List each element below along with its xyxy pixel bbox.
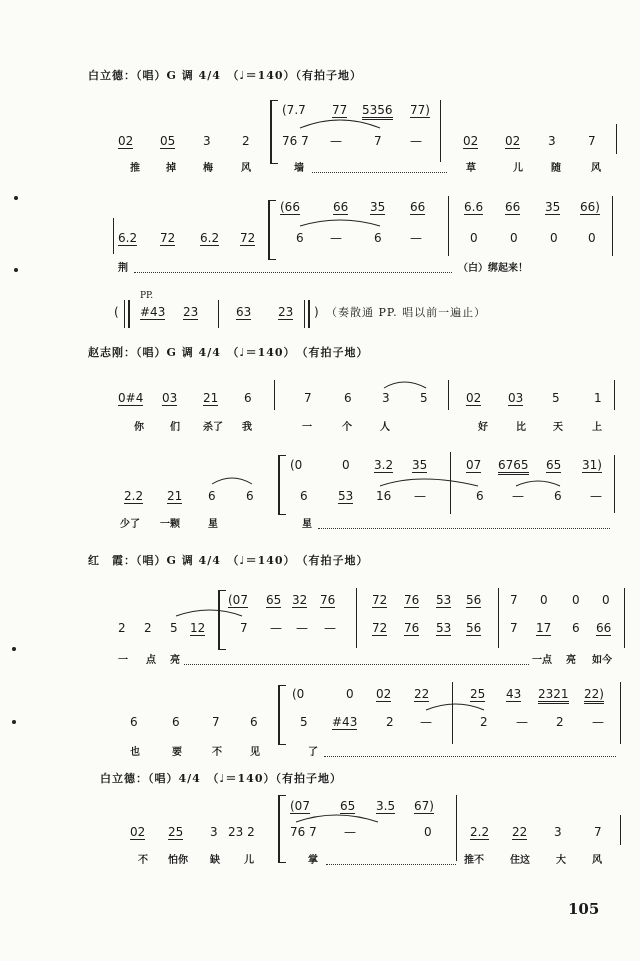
upper-note: 65 [340,799,356,813]
slur [384,382,426,388]
note: 7 [588,134,596,148]
upper-note: 65 [266,593,282,607]
note: 02 [466,391,482,405]
lyric: 一点 [532,655,552,666]
lyric: 荆 [118,263,128,274]
note: 5 [420,391,428,405]
note: 17 [536,621,552,635]
cue-text: （白）绑起来！ [458,263,528,274]
note: 02 [118,134,134,148]
lyric: 推 [130,163,140,174]
note: 76 7 [290,825,317,839]
upper-note: 22 [414,687,430,701]
note: 12 [190,621,206,635]
upper-note: 0 [602,593,610,607]
note: 3 [210,825,218,839]
slur [300,220,380,226]
upper-note: 56 [466,593,482,607]
note-dash: — [296,621,308,635]
lyric: 了 [308,747,318,758]
note: 0#4 [118,391,144,405]
lyric: 天 [553,422,563,433]
note: 02 [463,134,479,148]
note-dash: — [512,489,524,503]
lyric: 亮 [566,655,576,666]
note-dash: — [330,134,342,148]
lyric: 要 [172,747,182,758]
note: 2 [556,715,564,729]
upper-note: 76 [320,593,336,607]
upper-note: (0 [292,687,305,701]
note: 2 [480,715,488,729]
note: 3 [203,134,211,148]
note: 6 [344,391,352,405]
upper-note: 22) [584,688,604,704]
note: 21 [203,391,219,405]
slur [380,479,478,486]
note-dash: — [330,231,342,245]
note-dash: — [270,621,282,635]
note: 7 [240,621,248,635]
note: 7 [374,134,382,148]
note-dash: — [420,715,432,729]
lyric: 风 [592,855,602,866]
header-s5: 红 霞：（唱）G 调 4/4 （♩＝140） （有拍子地） [88,554,369,567]
upper-note: 66) [580,200,600,214]
dynamic-marking: PP. [140,291,154,301]
lyric: 亮 [170,655,180,666]
note-dash: — [590,489,602,503]
page-number: 105 [568,900,600,918]
upper-note: 67) [414,799,434,813]
lyric: 见 [250,747,260,758]
lyric: 一颗 [160,519,180,530]
upper-note: 35 [412,458,428,472]
upper-note: 0 [346,687,354,701]
note: 66 [596,621,612,635]
note: 6 [244,391,252,405]
slur [212,478,252,484]
note-dash: — [410,231,422,245]
upper-note: 77 [332,103,348,117]
note: 72 [372,621,388,635]
note: 6 [374,231,382,245]
header-s7: 白立德：（唱）4/4 （♩＝140）（有拍子地） [100,772,342,785]
lyric: 一 [302,422,312,433]
note: 5 [552,391,560,405]
lyric: 大 [556,855,566,866]
note: 72 [160,231,176,245]
repeat-note: （奏散通 PP. 唱以前一遍止） [326,306,487,319]
note-dash: — [414,489,426,503]
note: 6 [300,489,308,503]
note: 5 [300,715,308,729]
note: 6.2 [118,231,138,245]
lyric: 缺 [210,855,220,866]
lyric: 星 [208,519,218,530]
upper-note: 6765 [498,459,529,475]
note-dash: — [516,715,528,729]
note-dash: — [410,134,422,148]
upper-note: 3.2 [374,458,394,472]
lyric: 星 [302,519,312,530]
note: 2.2 [124,489,144,503]
lyric: 推不 [464,855,484,866]
upper-note: 66 [505,200,521,214]
note: 0 [588,231,596,245]
lyric: 好 [478,422,488,433]
slur [426,704,484,710]
lyric: 风 [591,163,601,174]
upper-note: 0 [342,458,350,472]
upper-note: 0 [572,593,580,607]
note: 23 [278,305,294,319]
note: 6 [554,489,562,503]
upper-note: 77) [410,103,430,117]
lyric: 梅 [203,163,213,174]
note: 2 [118,621,126,635]
upper-note: 5356 [362,104,393,120]
note: 2 [144,621,152,635]
note: 05 [160,134,176,148]
upper-note: (66 [280,200,300,214]
upper-note: 02 [376,687,392,701]
upper-note: 3.5 [376,799,396,813]
lyric: 也 [130,747,140,758]
slur [300,120,380,128]
header-s1: 白立德：（唱）G 调 4/4 （♩＝140）（有拍子地） [88,69,363,82]
note: #43 [140,305,166,319]
note: 2 [242,134,250,148]
lyric: 草 [466,163,476,174]
note: 22 [512,825,528,839]
lyric: 比 [516,422,526,433]
upper-note: (7.7 [282,103,306,117]
lyric: 人 [380,422,390,433]
lyric: 少了 [120,519,140,530]
note: 03 [508,391,524,405]
note: 6 [130,715,138,729]
lyric: 儿 [244,855,254,866]
note: 56 [466,621,482,635]
upper-note: 66 [333,200,349,214]
upper-note: 43 [506,687,522,701]
upper-note: 25 [470,687,486,701]
lyric: 你 [134,422,144,433]
lyric: 点 [146,655,156,666]
note: 0 [470,231,478,245]
lyric: 墙 [294,163,304,174]
note: 3 [548,134,556,148]
upper-note: (0 [290,458,303,472]
upper-note: 76 [404,593,420,607]
lyric: 不 [138,855,148,866]
note: 02 [505,134,521,148]
lyric: 掌 [308,855,318,866]
note: 6 [246,489,254,503]
note: 6 [172,715,180,729]
lyric: 儿 [513,163,523,174]
lyric: 掉 [166,163,176,174]
paren-open: ( [114,305,119,319]
upper-note: 32 [292,593,308,607]
note: 3 [382,391,390,405]
note: 7 [212,715,220,729]
paren-close: ) [314,305,319,319]
lyric: 随 [551,163,561,174]
note: 6 [208,489,216,503]
note: 3 [554,825,562,839]
lyric: 们 [170,422,180,433]
note: 23 2 [228,825,255,839]
lyric: 上 [592,422,602,433]
note: 02 [130,825,146,839]
lyric: 如今 [592,655,612,666]
note: 7 [510,621,518,635]
lyric: 我 [242,422,252,433]
note: 0 [424,825,432,839]
note-dash: — [592,715,604,729]
upper-note: (07 [228,593,248,607]
upper-note: 31) [582,458,602,472]
note: 1 [594,391,602,405]
note: 0 [550,231,558,245]
note: 23 [183,305,199,319]
note-dash: — [344,825,356,839]
slur [516,481,560,486]
upper-note: 35 [370,200,386,214]
lyric: 不 [212,747,222,758]
note: 53 [338,489,354,503]
note: 6.2 [200,231,220,245]
lyric: 住这 [510,855,530,866]
lyric: 一 [118,655,128,666]
upper-note: 35 [545,200,561,214]
note: 63 [236,305,252,319]
note: 6 [296,231,304,245]
header-s3: 赵志刚：（唱）G 调 4/4 （♩＝140） （有拍子地） [88,346,369,359]
lyric: 杀了 [203,422,223,433]
note: #43 [332,715,358,729]
slur [176,610,242,616]
note: 7 [304,391,312,405]
lyric: 个 [342,422,352,433]
lyric: 风 [241,163,251,174]
note: 5 [170,621,178,635]
upper-note: 6.6 [464,200,484,214]
note: 25 [168,825,184,839]
note: 6 [476,489,484,503]
upper-note: 07 [466,458,482,472]
upper-note: 66 [410,200,426,214]
note: 6 [250,715,258,729]
upper-note: 0 [540,593,548,607]
note: 21 [167,489,183,503]
note: 16 [376,489,392,503]
note: 7 [594,825,602,839]
note: 76 7 [282,134,309,148]
note: 6 [572,621,580,635]
note: 76 [404,621,420,635]
note-dash: — [324,621,336,635]
upper-note: 72 [372,593,388,607]
note: 53 [436,621,452,635]
upper-note: (07 [290,799,310,813]
note: 72 [240,231,256,245]
upper-note: 65 [546,458,562,472]
lyric: 怕你 [168,855,188,866]
note: 03 [162,391,178,405]
slur [296,815,378,822]
upper-note: 2321 [538,688,569,704]
upper-note: 53 [436,593,452,607]
note: 2 [386,715,394,729]
upper-note: 7 [510,593,518,607]
note: 2.2 [470,825,490,839]
note: 0 [510,231,518,245]
